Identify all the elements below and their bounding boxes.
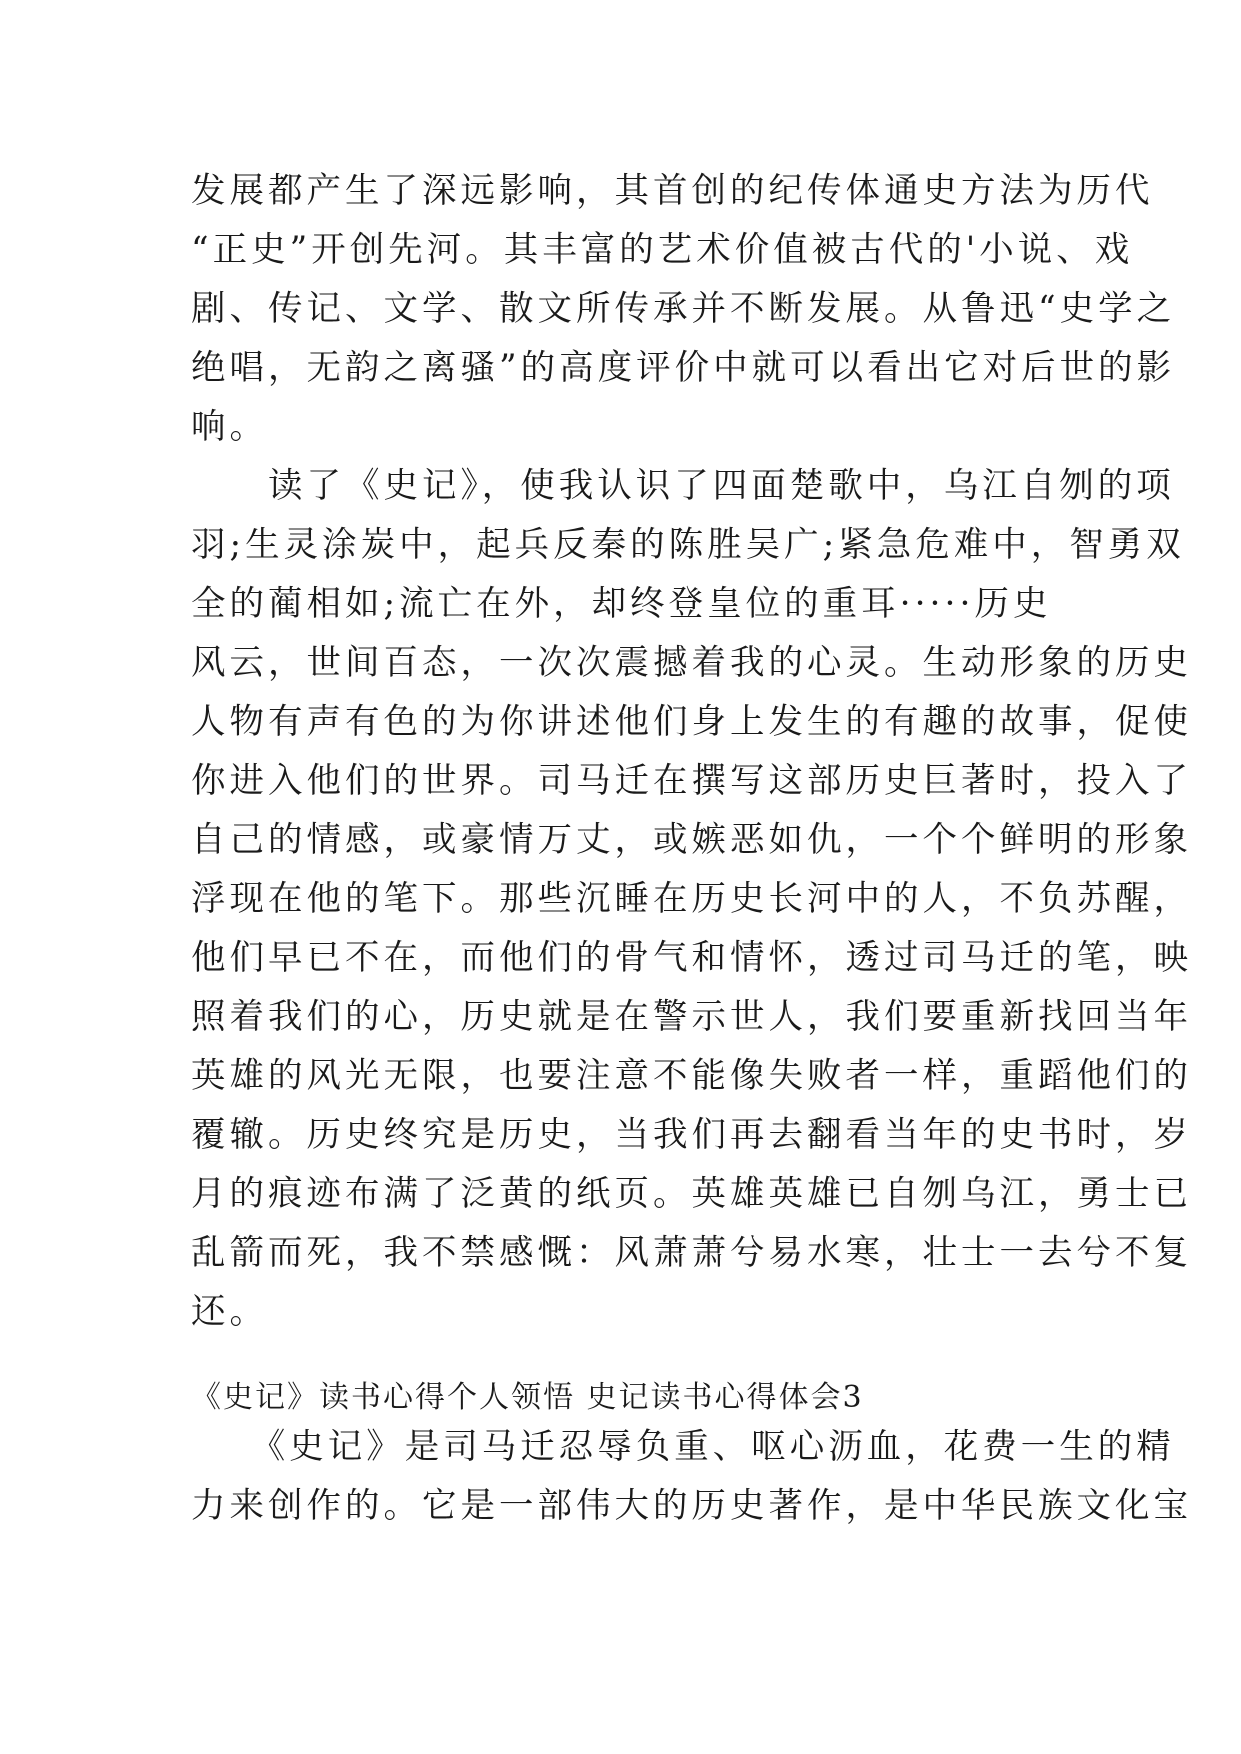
body-text-lower xyxy=(191,1418,1192,1536)
paragraph-1-line: 剧、传记、文学、散文所传承并不断发展。从鲁迅“史学之 xyxy=(191,289,1176,329)
paragraph-1-line: “正史”开创先河。其丰富的艺术价值被古代的'小说、戏 xyxy=(191,230,1134,270)
paragraph-2-line: 羽;生灵涂炭中，起兵反秦的陈胜吴广;紧急危难中，智勇双 xyxy=(191,525,1185,565)
paragraph-2-line: 全的蔺相如;流亡在外，却终登皇位的重耳·····历史 xyxy=(191,584,1052,624)
paragraph-2-line: 还。 xyxy=(191,1292,268,1332)
paragraph-3-line: 力来创作的。它是一部伟大的历史著作，是中华民族文化宝 xyxy=(191,1486,1192,1526)
body-text-upper xyxy=(191,162,1192,1342)
paragraph-2-line: 自己的情感，或豪情万丈，或嫉恶如仇，一个个鲜明的形象 xyxy=(191,820,1192,860)
paragraph-1-line: 发展都产生了深远影响，其首创的纪传体通史方法为历代 xyxy=(191,171,1154,211)
paragraph-1-line: 绝唱，无韵之离骚”的高度评价中就可以看出它对后世的影 xyxy=(191,348,1176,388)
paragraph-2-line: 月的痕迹布满了泛黄的纸页。英雄英雄已自刎乌江，勇士已 xyxy=(191,1174,1192,1214)
paragraph-1-line: 响。 xyxy=(191,407,268,447)
paragraph-2-line: 他们早已不在，而他们的骨气和情怀，透过司马迁的笔，映 xyxy=(191,938,1192,978)
paragraph-2-line: 乱箭而死，我不禁感慨：风萧萧兮易水寒，壮士一去兮不复 xyxy=(191,1233,1192,1273)
paragraph-3-line: 《史记》是司马迁忍辱负重、呕心沥血，花费一生的精 xyxy=(191,1427,1175,1467)
paragraph-2-line: 覆辙。历史终究是历史，当我们再去翻看当年的史书时，岁 xyxy=(191,1115,1192,1155)
paragraph-2-line: 英雄的风光无限，也要注意不能像失败者一样，重蹈他们的 xyxy=(191,1056,1192,1096)
paragraph-2-line: 风云，世间百态，一次次震撼着我的心灵。生动形象的历史 xyxy=(191,643,1192,683)
paragraph-2-line: 你进入他们的世界。司马迁在撰写这部历史巨著时，投入了 xyxy=(191,761,1192,801)
paragraph-2-line: 人物有声有色的为你讲述他们身上发生的有趣的故事，促使 xyxy=(191,702,1192,742)
paragraph-2-line: 读了《史记》，使我认识了四面楚歌中，乌江自刎的项 xyxy=(191,466,1175,506)
paragraph-2-line: 照着我们的心，历史就是在警示世人，我们要重新找回当年 xyxy=(191,997,1192,1037)
section-heading: 《史记》读书心得个人领悟 史记读书心得体会3 xyxy=(191,1380,864,1415)
paragraph-2-line: 浮现在他的笔下。那些沉睡在历史长河中的人，不负苏醒， xyxy=(191,879,1192,919)
